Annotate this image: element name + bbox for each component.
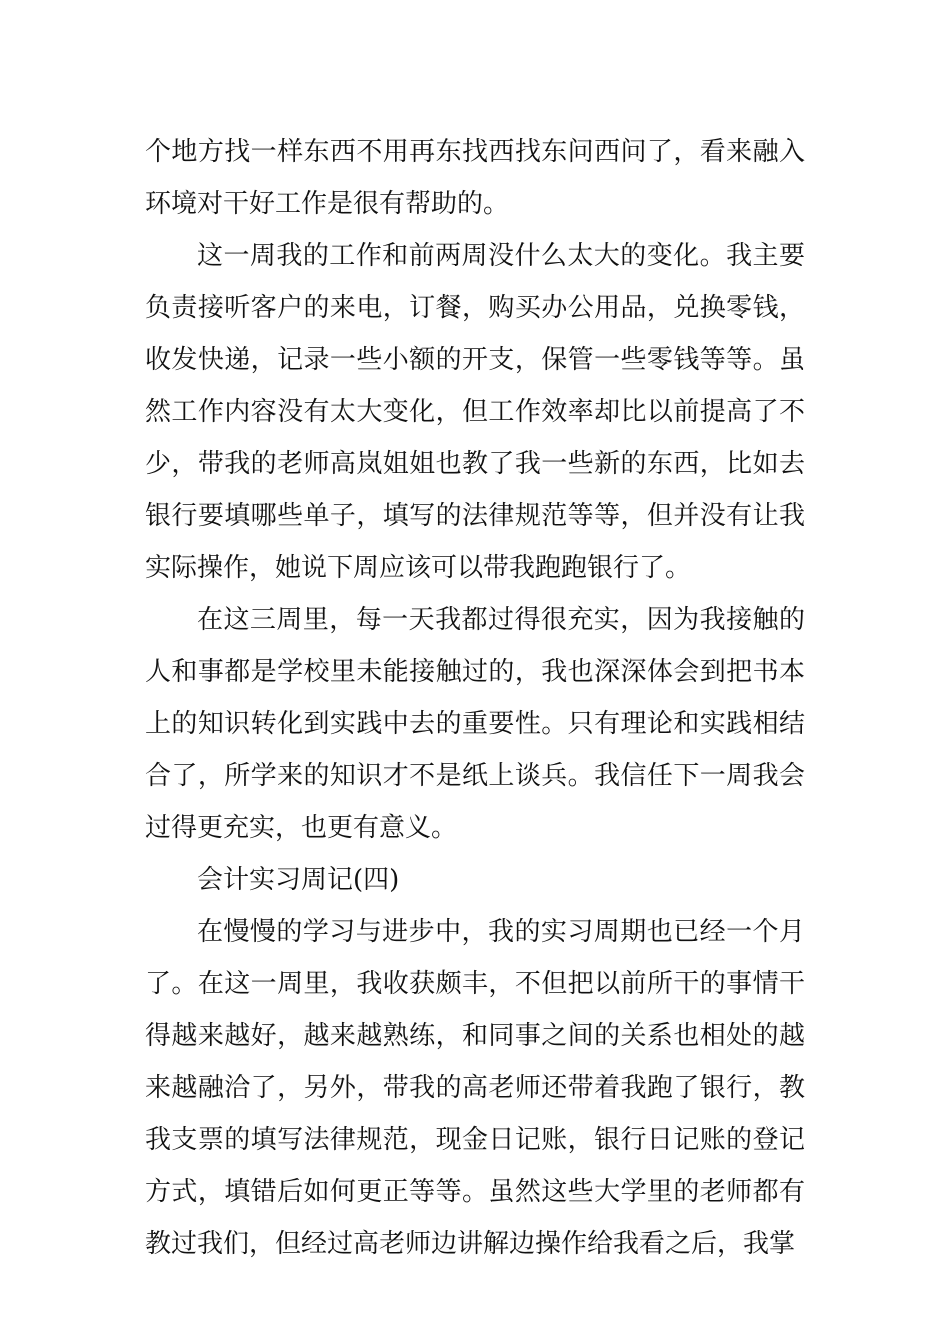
paragraph-week-three-summary: 在这三周里，每一天我都过得很充实，因为我接触的人和事都是学校里未能接触过的，我也深深体会到把书本上的知识转化到实践中去的重要性。只有理论和实践相结合了，所学来的知识才不是纸上谈兵。我信任下一周我会过得更充实，也更有意义。 xyxy=(145,605,805,843)
paragraph-continued: 个地方找一样东西不用再东找西找东问西问了，看来融入环境对干好工作是很有帮助的。 xyxy=(145,137,805,219)
document-body xyxy=(145,126,805,1270)
section-heading: 会计实习周记(四) xyxy=(197,865,400,895)
paragraph-week-four: 在慢慢的学习与进步中，我的实习周期也已经一个月了。在这一周里，我收获颇丰，不但把以前所干的事情干得越来越好，越来越熟练，和同事之间的关系也相处的越来越融洽了，另外，带我的高老师还带着我跑了银行，教我支票的填写法律规范，现金日记账，银行日记账的登记方式，填错后如何更正等等。虽然这些大学里的老师都有教过我们，但经过高老师边讲解边操作给我看之后，我掌 xyxy=(145,917,805,1259)
paragraph-week-three-work: 这一周我的工作和前两周没什么太大的变化。我主要负责接听客户的来电，订餐，购买办公用品，兑换零钱，收发快递，记录一些小额的开支，保管一些零钱等等。虽然工作内容没有太大变化，但工作效率却比以前提高了不少，带我的老师高岚姐姐也教了我一些新的东西，比如去银行要填哪些单子，填写的法律规范等等，但并没有让我实际操作，她说下周应该可以带我跑跑银行了。 xyxy=(145,241,805,583)
